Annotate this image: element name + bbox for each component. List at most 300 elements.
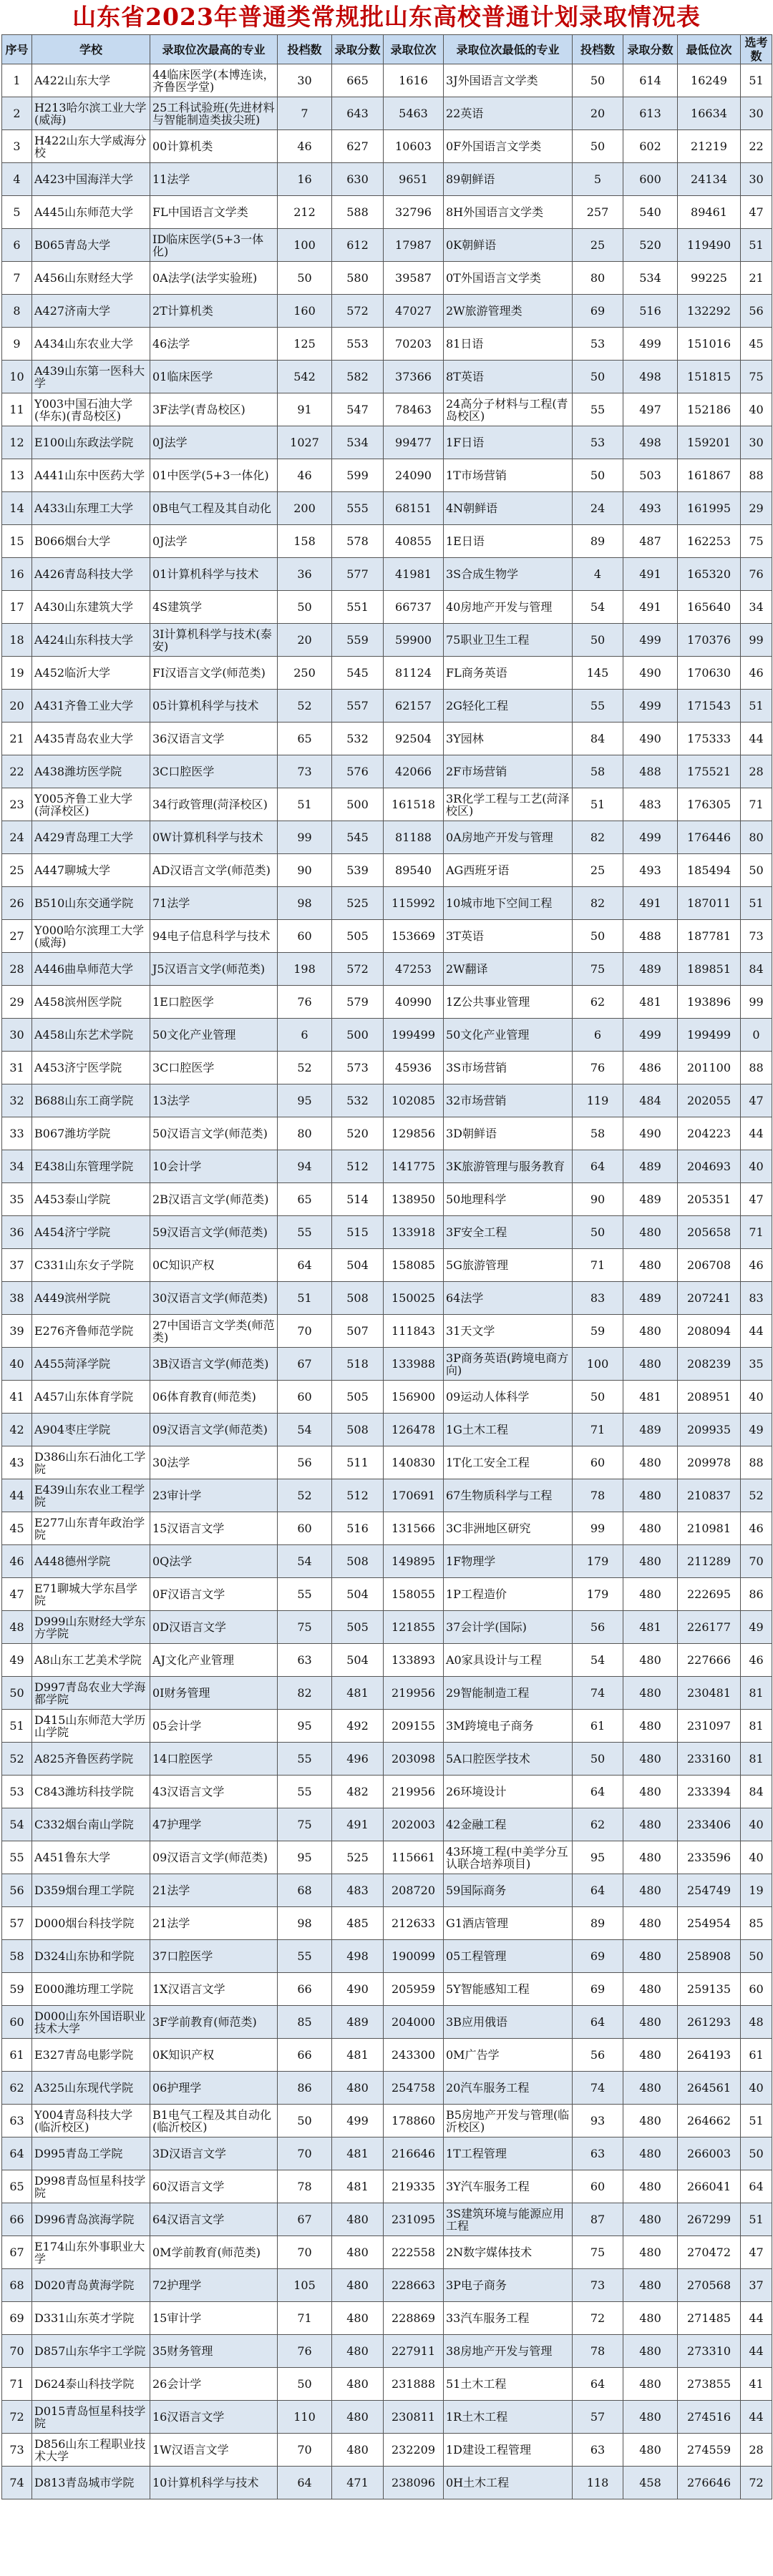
cell-subject-count: 40 bbox=[741, 393, 772, 426]
cell-low-rank: 21219 bbox=[678, 130, 741, 163]
cell-school: A423中国海洋大学 bbox=[32, 163, 150, 196]
table-row bbox=[2, 1348, 772, 1381]
cell-low-major: AG西班牙语 bbox=[444, 854, 573, 887]
cell-index: 55 bbox=[2, 1841, 32, 1874]
cell-school: Y004青岛科技大学(临沂校区) bbox=[32, 2105, 150, 2137]
cell-top-count: 95 bbox=[278, 1841, 332, 1874]
cell-school: A458山东艺术学院 bbox=[32, 1019, 150, 1052]
cell-school: A424山东科技大学 bbox=[32, 624, 150, 657]
cell-top-major: 35财务管理 bbox=[150, 2335, 278, 2368]
cell-subject-count: 30 bbox=[741, 163, 772, 196]
cell-low-count: 63 bbox=[573, 2137, 623, 2170]
cell-top-rank: 45936 bbox=[384, 1052, 444, 1084]
cell-low-major: 5G旅游管理 bbox=[444, 1249, 573, 1282]
cell-low-major: 0F外国语言文学类 bbox=[444, 130, 573, 163]
cell-top-count: 50 bbox=[278, 591, 332, 624]
table-row bbox=[2, 1644, 772, 1677]
cell-top-count: 7 bbox=[278, 97, 332, 130]
cell-low-score: 600 bbox=[623, 163, 678, 196]
cell-index: 22 bbox=[2, 755, 32, 788]
cell-top-rank: 24090 bbox=[384, 459, 444, 492]
cell-index: 21 bbox=[2, 723, 32, 755]
table-row bbox=[2, 1973, 772, 2006]
cell-top-major: 64汉语言文学 bbox=[150, 2203, 278, 2236]
cell-subject-count: 40 bbox=[741, 1841, 772, 1874]
cell-top-score: 588 bbox=[332, 196, 384, 229]
cell-low-score: 480 bbox=[623, 1677, 678, 1710]
cell-low-score: 480 bbox=[623, 1644, 678, 1677]
cell-low-count: 83 bbox=[573, 1282, 623, 1315]
cell-index: 47 bbox=[2, 1578, 32, 1611]
table-row bbox=[2, 1249, 772, 1282]
cell-index: 28 bbox=[2, 953, 32, 986]
cell-low-score: 481 bbox=[623, 986, 678, 1019]
cell-top-score: 553 bbox=[332, 328, 384, 361]
cell-top-rank: 238096 bbox=[384, 2467, 444, 2499]
header-low-score: 录取分数 bbox=[623, 35, 678, 64]
cell-top-major: 43汉语言文学 bbox=[150, 1776, 278, 1808]
cell-low-score: 483 bbox=[623, 788, 678, 821]
cell-top-rank: 156900 bbox=[384, 1381, 444, 1414]
cell-top-rank: 17987 bbox=[384, 229, 444, 262]
cell-school: D331山东英才学院 bbox=[32, 2302, 150, 2335]
cell-low-rank: 132292 bbox=[678, 295, 741, 328]
cell-low-rank: 204693 bbox=[678, 1150, 741, 1183]
cell-low-rank: 210837 bbox=[678, 1479, 741, 1512]
cell-top-major: 0I财务管理 bbox=[150, 1677, 278, 1710]
cell-low-rank: 16634 bbox=[678, 97, 741, 130]
cell-low-count: 25 bbox=[573, 854, 623, 887]
cell-low-score: 480 bbox=[623, 2368, 678, 2401]
cell-low-major: 89朝鲜语 bbox=[444, 163, 573, 196]
cell-top-major: 0D汉语言文学 bbox=[150, 1611, 278, 1644]
cell-low-rank: 226177 bbox=[678, 1611, 741, 1644]
cell-low-rank: 99225 bbox=[678, 262, 741, 295]
cell-school: B510山东交通学院 bbox=[32, 887, 150, 920]
cell-low-score: 499 bbox=[623, 821, 678, 854]
cell-top-rank: 115992 bbox=[384, 887, 444, 920]
cell-school: A445山东师范大学 bbox=[32, 196, 150, 229]
cell-low-count: 145 bbox=[573, 657, 623, 690]
cell-top-major: 1X汉语言文学 bbox=[150, 1973, 278, 2006]
cell-top-major: 50文化产业管理 bbox=[150, 1019, 278, 1052]
cell-top-count: 95 bbox=[278, 1710, 332, 1743]
table-row bbox=[2, 1381, 772, 1414]
cell-top-rank: 203098 bbox=[384, 1743, 444, 1776]
cell-index: 36 bbox=[2, 1216, 32, 1249]
cell-top-major: 47护理学 bbox=[150, 1808, 278, 1841]
cell-index: 52 bbox=[2, 1743, 32, 1776]
cell-low-major: 0T外国语言文学类 bbox=[444, 262, 573, 295]
cell-index: 49 bbox=[2, 1644, 32, 1677]
header-school: 学校 bbox=[32, 35, 150, 64]
cell-low-rank: 119490 bbox=[678, 229, 741, 262]
cell-top-rank: 228869 bbox=[384, 2302, 444, 2335]
table-row bbox=[2, 196, 772, 229]
cell-low-count: 24 bbox=[573, 492, 623, 525]
table-row bbox=[2, 558, 772, 591]
table-row bbox=[2, 1907, 772, 1940]
cell-top-major: AJ文化产业管理 bbox=[150, 1644, 278, 1677]
cell-top-score: 491 bbox=[332, 1808, 384, 1841]
cell-top-count: 68 bbox=[278, 1874, 332, 1907]
table-row bbox=[2, 1841, 772, 1874]
cell-subject-count: 47 bbox=[741, 2236, 772, 2269]
cell-top-count: 94 bbox=[278, 1150, 332, 1183]
cell-school: E439山东农业工程学院 bbox=[32, 1479, 150, 1512]
cell-low-rank: 161867 bbox=[678, 459, 741, 492]
cell-top-score: 572 bbox=[332, 295, 384, 328]
cell-top-rank: 40855 bbox=[384, 525, 444, 558]
cell-index: 18 bbox=[2, 624, 32, 657]
cell-top-rank: 5463 bbox=[384, 97, 444, 130]
cell-top-major: 94电子信息科学与技术 bbox=[150, 920, 278, 953]
cell-top-count: 50 bbox=[278, 2368, 332, 2401]
cell-top-score: 579 bbox=[332, 986, 384, 1019]
cell-index: 35 bbox=[2, 1183, 32, 1216]
cell-index: 17 bbox=[2, 591, 32, 624]
cell-low-score: 487 bbox=[623, 525, 678, 558]
cell-top-score: 480 bbox=[332, 2401, 384, 2434]
cell-top-rank: 131566 bbox=[384, 1512, 444, 1545]
cell-low-count: 89 bbox=[573, 525, 623, 558]
cell-index: 39 bbox=[2, 1315, 32, 1348]
cell-low-score: 489 bbox=[623, 1414, 678, 1446]
cell-low-score: 498 bbox=[623, 361, 678, 393]
cell-low-score: 498 bbox=[623, 426, 678, 459]
cell-low-count: 58 bbox=[573, 1117, 623, 1150]
cell-low-major: A0家具设计与工程 bbox=[444, 1644, 573, 1677]
cell-top-count: 46 bbox=[278, 459, 332, 492]
cell-index: 15 bbox=[2, 525, 32, 558]
cell-top-count: 51 bbox=[278, 788, 332, 821]
table-row bbox=[2, 723, 772, 755]
cell-low-major: 67生物质科学与工程 bbox=[444, 1479, 573, 1512]
cell-top-major: 50汉语言文学(师范类) bbox=[150, 1117, 278, 1150]
cell-low-count: 69 bbox=[573, 1940, 623, 1973]
cell-subject-count: 83 bbox=[741, 1282, 772, 1315]
cell-top-score: 572 bbox=[332, 953, 384, 986]
cell-top-count: 95 bbox=[278, 1084, 332, 1117]
cell-index: 23 bbox=[2, 788, 32, 821]
cell-low-rank: 16249 bbox=[678, 64, 741, 97]
cell-low-major: 3R化学工程与工艺(菏泽校区) bbox=[444, 788, 573, 821]
cell-low-score: 480 bbox=[623, 1512, 678, 1545]
cell-low-rank: 170630 bbox=[678, 657, 741, 690]
cell-top-rank: 150025 bbox=[384, 1282, 444, 1315]
cell-top-count: 60 bbox=[278, 920, 332, 953]
cell-subject-count: 51 bbox=[741, 229, 772, 262]
cell-low-major: 64法学 bbox=[444, 1282, 573, 1315]
cell-low-count: 58 bbox=[573, 755, 623, 788]
cell-low-rank: 187781 bbox=[678, 920, 741, 953]
cell-subject-count: 44 bbox=[741, 2401, 772, 2434]
cell-index: 74 bbox=[2, 2467, 32, 2499]
cell-top-rank: 81124 bbox=[384, 657, 444, 690]
cell-low-score: 490 bbox=[623, 657, 678, 690]
cell-school: Y005齐鲁工业大学(菏泽校区) bbox=[32, 788, 150, 821]
cell-subject-count: 49 bbox=[741, 1414, 772, 1446]
cell-index: 54 bbox=[2, 1808, 32, 1841]
cell-low-rank: 233394 bbox=[678, 1776, 741, 1808]
cell-low-major: 20汽车服务工程 bbox=[444, 2072, 573, 2105]
cell-top-major: 01中医学(5+3一体化) bbox=[150, 459, 278, 492]
cell-low-rank: 189851 bbox=[678, 953, 741, 986]
cell-index: 60 bbox=[2, 2006, 32, 2039]
cell-top-score: 576 bbox=[332, 755, 384, 788]
cell-low-major: 1P工程造价 bbox=[444, 1578, 573, 1611]
cell-school: D000烟台科技学院 bbox=[32, 1907, 150, 1940]
cell-top-score: 481 bbox=[332, 2039, 384, 2072]
cell-top-rank: 9651 bbox=[384, 163, 444, 196]
table-row bbox=[2, 64, 772, 97]
cell-low-major: 0H土木工程 bbox=[444, 2467, 573, 2499]
cell-low-count: 74 bbox=[573, 1677, 623, 1710]
cell-low-major: 10城市地下空间工程 bbox=[444, 887, 573, 920]
cell-top-major: 0K知识产权 bbox=[150, 2039, 278, 2072]
cell-low-major: 1Z公共事业管理 bbox=[444, 986, 573, 1019]
cell-index: 50 bbox=[2, 1677, 32, 1710]
cell-low-rank: 185494 bbox=[678, 854, 741, 887]
cell-top-major: 0A法学(法学实验班) bbox=[150, 262, 278, 295]
table-row bbox=[2, 657, 772, 690]
cell-school: D000山东外国语职业技术大学 bbox=[32, 2006, 150, 2039]
cell-low-major: 1D建设工程管理 bbox=[444, 2434, 573, 2467]
cell-top-major: 37口腔医学 bbox=[150, 1940, 278, 1973]
cell-top-count: 75 bbox=[278, 1611, 332, 1644]
cell-low-major: 05工程管理 bbox=[444, 1940, 573, 1973]
cell-top-major: 30汉语言文学(师范类) bbox=[150, 1282, 278, 1315]
cell-top-count: 66 bbox=[278, 1973, 332, 2006]
cell-low-rank: 208094 bbox=[678, 1315, 741, 1348]
cell-subject-count: 80 bbox=[741, 821, 772, 854]
cell-top-rank: 1616 bbox=[384, 64, 444, 97]
table-row bbox=[2, 1282, 772, 1315]
cell-low-score: 491 bbox=[623, 591, 678, 624]
cell-top-rank: 41981 bbox=[384, 558, 444, 591]
cell-low-major: 26环境设计 bbox=[444, 1776, 573, 1808]
cell-top-count: 55 bbox=[278, 1743, 332, 1776]
table-row bbox=[2, 1578, 772, 1611]
cell-index: 1 bbox=[2, 64, 32, 97]
cell-index: 20 bbox=[2, 690, 32, 723]
cell-low-rank: 205658 bbox=[678, 1216, 741, 1249]
cell-top-count: 70 bbox=[278, 2137, 332, 2170]
cell-low-score: 480 bbox=[623, 2269, 678, 2302]
cell-low-score: 480 bbox=[623, 1315, 678, 1348]
cell-low-count: 25 bbox=[573, 229, 623, 262]
cell-low-score: 480 bbox=[623, 1348, 678, 1381]
cell-low-rank: 267299 bbox=[678, 2203, 741, 2236]
cell-low-rank: 206708 bbox=[678, 1249, 741, 1282]
cell-low-count: 55 bbox=[573, 690, 623, 723]
cell-low-rank: 207241 bbox=[678, 1282, 741, 1315]
cell-low-major: 1T市场营销 bbox=[444, 459, 573, 492]
cell-top-score: 518 bbox=[332, 1348, 384, 1381]
cell-subject-count: 52 bbox=[741, 1479, 772, 1512]
cell-low-score: 480 bbox=[623, 2170, 678, 2203]
table-row bbox=[2, 1512, 772, 1545]
cell-top-count: 56 bbox=[278, 1446, 332, 1479]
cell-low-count: 80 bbox=[573, 262, 623, 295]
cell-index: 61 bbox=[2, 2039, 32, 2072]
cell-top-count: 70 bbox=[278, 2434, 332, 2467]
cell-top-major: 11法学 bbox=[150, 163, 278, 196]
header-low-major: 录取位次最低的专业 bbox=[444, 35, 573, 64]
table-row bbox=[2, 953, 772, 986]
cell-top-major: 0M学前教育(师范类) bbox=[150, 2236, 278, 2269]
header-top-score: 录取分数 bbox=[332, 35, 384, 64]
cell-top-score: 643 bbox=[332, 97, 384, 130]
cell-subject-count: 44 bbox=[741, 1315, 772, 1348]
cell-low-count: 64 bbox=[573, 1874, 623, 1907]
cell-low-count: 57 bbox=[573, 2401, 623, 2434]
cell-top-count: 64 bbox=[278, 1249, 332, 1282]
cell-top-major: ID临床医学(5+3一体化) bbox=[150, 229, 278, 262]
cell-top-score: 504 bbox=[332, 1249, 384, 1282]
cell-low-rank: 264662 bbox=[678, 2105, 741, 2137]
cell-low-rank: 187011 bbox=[678, 887, 741, 920]
cell-low-count: 69 bbox=[573, 295, 623, 328]
cell-top-rank: 121855 bbox=[384, 1611, 444, 1644]
cell-low-major: 1F物理学 bbox=[444, 1545, 573, 1578]
cell-low-score: 458 bbox=[623, 2467, 678, 2499]
cell-low-count: 179 bbox=[573, 1578, 623, 1611]
table-row bbox=[2, 755, 772, 788]
cell-top-rank: 227911 bbox=[384, 2335, 444, 2368]
cell-top-rank: 92504 bbox=[384, 723, 444, 755]
cell-low-count: 50 bbox=[573, 920, 623, 953]
cell-low-count: 60 bbox=[573, 1446, 623, 1479]
cell-subject-count: 50 bbox=[741, 1940, 772, 1973]
cell-top-rank: 133893 bbox=[384, 1644, 444, 1677]
cell-top-score: 480 bbox=[332, 2072, 384, 2105]
table-row bbox=[2, 2137, 772, 2170]
cell-low-count: 71 bbox=[573, 1249, 623, 1282]
cell-top-score: 508 bbox=[332, 1282, 384, 1315]
cell-low-count: 59 bbox=[573, 1315, 623, 1348]
cell-school: B067潍坊学院 bbox=[32, 1117, 150, 1150]
cell-low-major: 3B应用俄语 bbox=[444, 2006, 573, 2039]
cell-top-score: 485 bbox=[332, 1907, 384, 1940]
cell-low-rank: 165320 bbox=[678, 558, 741, 591]
cell-low-score: 480 bbox=[623, 2335, 678, 2368]
cell-low-rank: 211289 bbox=[678, 1545, 741, 1578]
cell-top-score: 532 bbox=[332, 723, 384, 755]
cell-low-score: 480 bbox=[623, 1249, 678, 1282]
cell-top-rank: 47027 bbox=[384, 295, 444, 328]
cell-low-count: 69 bbox=[573, 1973, 623, 2006]
cell-top-rank: 205959 bbox=[384, 1973, 444, 2006]
cell-top-major: 36汉语言文学 bbox=[150, 723, 278, 755]
cell-low-rank: 175333 bbox=[678, 723, 741, 755]
cell-top-rank: 216646 bbox=[384, 2137, 444, 2170]
cell-top-score: 551 bbox=[332, 591, 384, 624]
cell-low-count: 53 bbox=[573, 328, 623, 361]
cell-low-major: 51土木工程 bbox=[444, 2368, 573, 2401]
cell-low-major: 5A口腔医学技术 bbox=[444, 1743, 573, 1776]
cell-low-score: 491 bbox=[623, 887, 678, 920]
header-subject-count: 选考数 bbox=[741, 35, 772, 64]
cell-subject-count: 46 bbox=[741, 1644, 772, 1677]
cell-index: 33 bbox=[2, 1117, 32, 1150]
cell-subject-count: 73 bbox=[741, 920, 772, 953]
cell-index: 24 bbox=[2, 821, 32, 854]
cell-index: 2 bbox=[2, 97, 32, 130]
cell-top-major: 05会计学 bbox=[150, 1710, 278, 1743]
cell-low-score: 534 bbox=[623, 262, 678, 295]
cell-subject-count: 44 bbox=[741, 2302, 772, 2335]
cell-low-score: 488 bbox=[623, 755, 678, 788]
cell-low-major: 3D朝鲜语 bbox=[444, 1117, 573, 1150]
cell-low-score: 480 bbox=[623, 1710, 678, 1743]
cell-top-major: 71法学 bbox=[150, 887, 278, 920]
cell-top-major: 3F学前教育(师范类) bbox=[150, 2006, 278, 2039]
cell-top-rank: 140830 bbox=[384, 1446, 444, 1479]
table-row bbox=[2, 130, 772, 163]
cell-low-major: 2F市场营销 bbox=[444, 755, 573, 788]
cell-top-count: 51 bbox=[278, 1282, 332, 1315]
table-row bbox=[2, 1117, 772, 1150]
cell-top-count: 70 bbox=[278, 2236, 332, 2269]
cell-top-count: 200 bbox=[278, 492, 332, 525]
cell-low-score: 480 bbox=[623, 1907, 678, 1940]
cell-low-score: 602 bbox=[623, 130, 678, 163]
cell-index: 31 bbox=[2, 1052, 32, 1084]
cell-top-count: 125 bbox=[278, 328, 332, 361]
cell-low-score: 480 bbox=[623, 1479, 678, 1512]
cell-subject-count: 34 bbox=[741, 591, 772, 624]
cell-index: 58 bbox=[2, 1940, 32, 1973]
cell-top-score: 496 bbox=[332, 1743, 384, 1776]
cell-school: Y003中国石油大学(华东)(青岛校区) bbox=[32, 393, 150, 426]
cell-low-score: 499 bbox=[623, 1019, 678, 1052]
cell-index: 8 bbox=[2, 295, 32, 328]
cell-top-rank: 42066 bbox=[384, 755, 444, 788]
cell-top-major: 05计算机科学与技术 bbox=[150, 690, 278, 723]
cell-school: A455菏泽学院 bbox=[32, 1348, 150, 1381]
table-row bbox=[2, 1414, 772, 1446]
cell-top-major: 0W计算机科学与技术 bbox=[150, 821, 278, 854]
cell-top-count: 80 bbox=[278, 1117, 332, 1150]
cell-top-score: 480 bbox=[332, 2269, 384, 2302]
cell-low-rank: 24134 bbox=[678, 163, 741, 196]
cell-low-rank: 193896 bbox=[678, 986, 741, 1019]
cell-top-rank: 81188 bbox=[384, 821, 444, 854]
cell-low-count: 89 bbox=[573, 1907, 623, 1940]
table-row bbox=[2, 2006, 772, 2039]
cell-subject-count: 44 bbox=[741, 723, 772, 755]
cell-top-count: 55 bbox=[278, 1216, 332, 1249]
cell-subject-count: 88 bbox=[741, 459, 772, 492]
cell-subject-count: 40 bbox=[741, 1150, 772, 1183]
cell-top-count: 54 bbox=[278, 1545, 332, 1578]
cell-low-count: 75 bbox=[573, 2236, 623, 2269]
cell-top-score: 481 bbox=[332, 2137, 384, 2170]
cell-subject-count: 88 bbox=[741, 1052, 772, 1084]
cell-subject-count: 81 bbox=[741, 1743, 772, 1776]
cell-top-major: 09汉语言文学(师范类) bbox=[150, 1414, 278, 1446]
cell-low-count: 50 bbox=[573, 130, 623, 163]
cell-low-major: 3J外国语言文学类 bbox=[444, 64, 573, 97]
cell-index: 43 bbox=[2, 1446, 32, 1479]
cell-low-score: 489 bbox=[623, 1282, 678, 1315]
cell-low-major: 0M广告学 bbox=[444, 2039, 573, 2072]
cell-subject-count: 46 bbox=[741, 1249, 772, 1282]
cell-index: 46 bbox=[2, 1545, 32, 1578]
cell-top-major: 0C知识产权 bbox=[150, 1249, 278, 1282]
cell-index: 48 bbox=[2, 1611, 32, 1644]
